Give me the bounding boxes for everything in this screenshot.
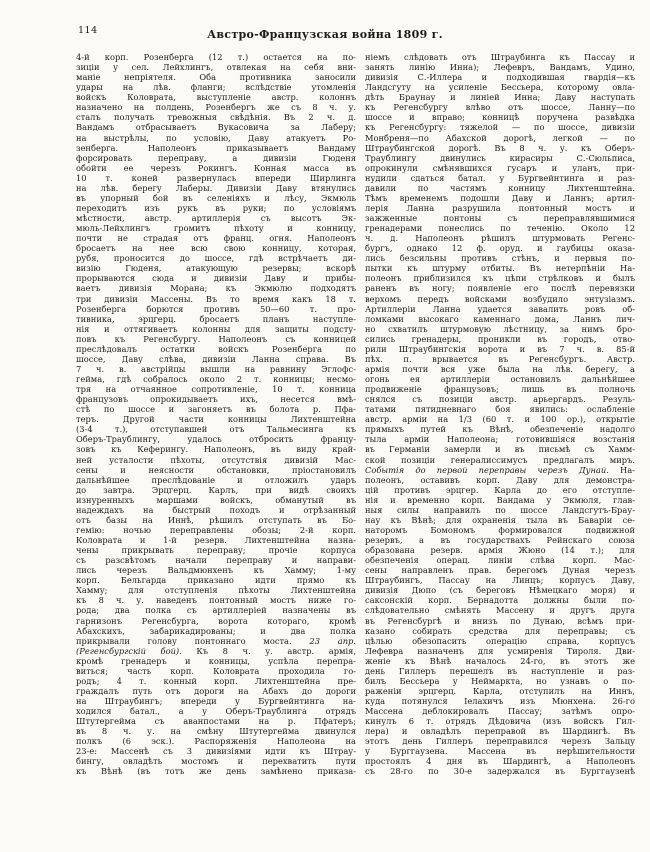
text-segment: бросаетъ на нее всю свою конницу, которая,	[76, 243, 356, 254]
text-segment: раженіи эрцгерц. Карла, отступилъ на Иннъ,	[365, 685, 635, 696]
text-segment: Розенберга борются противъ 50—60 т. про-	[76, 303, 356, 314]
text-segment: зиціи у сел. Лейхлингъ, отвлекая на себя вни-	[76, 62, 356, 73]
text-line	[365, 102, 635, 112]
page-title: Австро-Французская война 1809 г.	[207, 28, 443, 41]
italic-text-segment: Событія до первой переправы черезъ Дунай.	[365, 464, 609, 475]
text-line	[365, 314, 635, 324]
text-line	[76, 414, 356, 424]
text-line	[76, 535, 356, 545]
text-line	[76, 565, 356, 575]
text-line	[76, 384, 356, 394]
text-line	[76, 163, 356, 173]
text-line	[76, 263, 356, 273]
text-columns	[76, 52, 635, 777]
text-line	[365, 595, 635, 605]
text-segment: раненъ въ ногу; появленіе его послѣ перевязки	[365, 283, 635, 294]
text-line	[365, 163, 635, 173]
text-line	[365, 505, 635, 515]
text-line	[365, 253, 635, 263]
text-line	[76, 72, 356, 82]
text-segment: отъ базы на Иннѣ, рѣшилъ отступать въ Бо-	[76, 514, 356, 525]
text-line	[365, 535, 635, 545]
text-segment: нія и временно корп. Вандама у Экмюля, глав-	[365, 494, 635, 505]
text-segment: теръ. Другой части конницы Лихтенштейна	[76, 414, 356, 425]
text-segment: Штутергейма съ аванпостами на р. Пфатеръ;	[76, 716, 356, 727]
text-segment: полкъ (6 эск.). Распоряженія Наполеона на	[76, 736, 356, 747]
text-line	[76, 505, 356, 515]
text-line	[76, 314, 356, 324]
text-segment: прорываются сюда и дивизіи Даву и прибы-	[76, 273, 356, 284]
text-line	[76, 716, 356, 726]
text-segment: лера) и овладѣлъ переправой въ Шардингѣ. Въ	[365, 726, 635, 737]
text-segment: кромѣ гренадеръ и конницы, успѣла перепра-	[76, 655, 356, 666]
text-segment: удары на лѣв. фланги; вслѣдствіе утомленія	[76, 82, 356, 93]
text-line	[365, 485, 635, 495]
text-line	[365, 495, 635, 505]
text-segment: къ Вѣнѣ (въ тотъ же день замѣнено приказа-	[76, 766, 356, 777]
text-line	[365, 626, 635, 636]
text-line	[365, 616, 635, 626]
text-line	[365, 112, 635, 122]
text-line	[365, 324, 635, 334]
text-segment: шоссе, Даву слѣва, дивизіи Ланна справа. Въ	[76, 353, 356, 364]
text-line	[365, 72, 635, 82]
text-line	[365, 696, 635, 706]
text-segment: надеждахъ на быстрый походъ и отрѣзанный	[76, 504, 356, 515]
text-line	[365, 656, 635, 666]
text-segment: тря на отчаянное сопротивленіе, 10 т. конница	[76, 384, 356, 395]
text-segment: Тѣмъ временемъ подошли Даву и Ланнъ; артил-	[365, 192, 635, 203]
text-segment: три дивизіи Массены. Въ то время какъ 18 т.	[76, 293, 356, 304]
text-segment: къ Регенсбургу: тяжелой — по шоссе, дивизіи	[365, 122, 635, 133]
text-line	[76, 485, 356, 495]
text-segment: повъ къ Регенсбургу. Наполеонъ съ конницей	[76, 333, 356, 344]
text-line	[365, 646, 635, 656]
text-line	[76, 585, 356, 595]
text-line	[365, 233, 635, 243]
text-line	[76, 253, 356, 263]
text-segment: ніемъ слѣдовать отъ Штраубинга къ Пассау и	[365, 52, 635, 62]
text-segment: саксонскій корп. Бернадотта должны были по-	[365, 595, 635, 606]
text-segment: ныя силы направилъ по шоссе Ландсгутъ-Брау-	[365, 504, 635, 515]
text-line	[76, 636, 356, 646]
text-segment: до завтра. Эрцгерц. Карлъ, при видѣ своихъ	[76, 484, 356, 495]
text-line	[365, 666, 635, 676]
text-line	[76, 153, 356, 163]
text-line	[365, 465, 635, 475]
text-line	[365, 716, 635, 726]
text-segment: давили по частямъ конницу Лихтенштейна.	[365, 182, 635, 193]
text-segment: стѣ по шоссе и загоняетъ въ болота р. Пфа-	[76, 404, 356, 415]
text-segment: татами пятидневнаго боя явились: ослабленіе	[365, 404, 635, 415]
text-segment: сталъ получать тревожныя свѣдѣнія. Въ 2 ч. д.	[76, 112, 356, 123]
text-line	[76, 233, 356, 243]
left-column	[76, 52, 356, 777]
text-line	[365, 444, 635, 454]
text-line	[365, 294, 635, 304]
text-segment: прикрывали голову понтоннаго моста.	[76, 635, 310, 646]
text-segment: тыла арміи Наполеона; готовившіяся возстанія	[365, 434, 635, 445]
text-line	[76, 354, 356, 364]
text-segment: дивизія Дюпо (съ береговъ Нѣмецкаго моря) и	[365, 585, 635, 596]
text-line	[76, 112, 356, 122]
text-line	[76, 545, 356, 555]
text-line	[365, 394, 635, 404]
text-segment: въ упорный бой въ селеніяхъ и лѣсу, Экмюль	[76, 192, 356, 203]
text-segment: преслѣдовалъ остатки войскъ Розенберга по	[76, 343, 356, 354]
text-segment: верхомъ передъ войсками возбудило энтузіазмъ.	[365, 293, 635, 304]
text-segment: французовъ опрокидываетъ ихъ, несется вмѣ-	[76, 394, 356, 405]
text-segment: родъ; 4 т. конный корп. Лихтенштейна пре-	[76, 675, 356, 686]
text-line	[76, 686, 356, 696]
text-line	[365, 404, 635, 414]
text-line	[76, 666, 356, 676]
text-line	[365, 384, 635, 394]
right-column	[365, 52, 635, 777]
text-line	[365, 424, 635, 434]
text-line	[76, 626, 356, 636]
text-segment: Монбреня—по Абахской дорогѣ, легкой — по	[365, 132, 635, 143]
text-segment: виться; часть корп. Коловрата проходила го-	[76, 665, 356, 676]
text-line	[365, 455, 635, 465]
text-segment: чены прикрывать переправу; прочіе корпуса	[76, 545, 356, 556]
text-segment: гренадерами понеслись по теченію. Около 12	[365, 223, 635, 234]
text-line	[76, 575, 356, 585]
text-segment: корп. Бельгарда приказано идти прямо къ	[76, 575, 356, 586]
text-segment: резервъ, а въ государствахъ Рейнскаго союза	[365, 535, 635, 545]
text-segment: австр. арміи на 1/3 (60 т. и 100 ор.), открытіе	[365, 414, 635, 425]
text-segment: билъ Бессьера у Неймаркта, но узнавъ о по-	[365, 675, 635, 686]
text-segment: Вандамъ отбрасываетъ Вукасовича за Лаберу;	[76, 122, 356, 133]
text-line	[76, 394, 356, 404]
text-line	[365, 334, 635, 344]
text-segment: съ 28-го по 30-е задержался въ Бурггаузенѣ	[365, 766, 635, 777]
text-line	[365, 223, 635, 233]
text-segment: Массена деблокировалъ Пассау; затѣмъ опро-	[365, 706, 635, 717]
text-line	[76, 746, 356, 756]
text-segment: простоялъ 4 дня въ Шардингѣ, а Наполеонъ	[365, 756, 635, 767]
text-line	[76, 193, 356, 203]
text-segment: дѣть Браунау и линіей Инна; Даву наступать	[365, 92, 635, 103]
text-segment: 10 т. коней развернулась впереди Ширлинга	[76, 172, 356, 183]
text-line	[365, 62, 635, 72]
text-segment: пытки къ штурму отбиты. Въ нетерпѣніи На-	[365, 263, 635, 274]
text-line	[76, 243, 356, 253]
text-line	[365, 364, 635, 374]
text-segment: назначено на полдень, Розенбергъ же съ 8 ч. у.	[76, 102, 356, 113]
text-segment: день Гиллеръ перешелъ въ наступленіе и раз-	[365, 665, 635, 676]
text-line	[365, 414, 635, 424]
text-line	[365, 585, 635, 595]
text-line	[76, 616, 356, 626]
text-segment: Штраубингской дорогѣ. Въ 8 ч. у. къ Оберъ-	[365, 142, 635, 153]
text-line	[365, 746, 635, 756]
text-line	[365, 263, 635, 273]
text-line	[365, 605, 635, 615]
text-segment: гарнизонъ Регенсбурга, ворота котораго, кромѣ	[76, 615, 356, 626]
text-segment: ходился батал., а у Оберъ-Траублинга отрядъ	[76, 706, 356, 717]
text-segment: женіе къ Вѣнѣ началось 24-го, въ этотъ же	[365, 655, 635, 666]
text-segment: сены и неясности обстановки, пріостановилъ	[76, 464, 356, 475]
text-line	[76, 183, 356, 193]
text-segment: граждалъ путь отъ дороги на Абахъ до дороги	[76, 685, 356, 696]
text-line	[365, 706, 635, 716]
text-line	[365, 52, 635, 62]
text-segment: Оберъ-Траублингу, удалось отбросить францу-	[76, 434, 356, 445]
text-line	[365, 555, 635, 565]
text-segment: гемію: ночью переправлены обозы; 2-й корп.	[76, 524, 356, 535]
text-line	[365, 173, 635, 183]
text-line	[76, 273, 356, 283]
text-segment: у Бурггаузена. Массена въ нерѣшительности	[365, 746, 635, 757]
text-segment: Ландсгуту на усиленіе Бессьера, которому овла-	[365, 82, 635, 93]
text-line	[76, 283, 356, 293]
text-segment: опрокинули смѣнявшихся гусаръ и уланъ, при-	[365, 162, 635, 173]
text-line	[76, 676, 356, 686]
text-segment: тивника, эрцгерц. бросаетъ планъ наступле-	[76, 313, 356, 324]
text-segment: обойти ее черезъ Рокингъ. Конная масса въ	[76, 162, 356, 173]
text-segment: лерія Ланна разрушила понтонный мостъ и	[365, 202, 635, 213]
text-segment: маніе непріятеля. Оба противника заносили	[76, 72, 356, 83]
text-segment: ской позиціи генералиссимусъ предлагалъ миръ.	[365, 454, 635, 465]
text-segment: Хамму; для отступленія пѣхоты Лихтенштейна	[76, 585, 356, 596]
text-segment: ней усталости пѣхоты, отсутствія дивизій Мас-	[76, 454, 356, 465]
text-line	[365, 122, 635, 132]
text-segment: зовъ къ Кеферингу. Наполеонъ, въ виду край-	[76, 444, 356, 455]
text-segment: Абахскихъ, забарикадированы; и два полка	[76, 625, 356, 636]
text-line	[76, 133, 356, 143]
text-segment: почти не страдая отъ франц. огня. Наполеонъ	[76, 233, 356, 244]
text-segment: на Штраубингъ; впереди у Бургвейнтинга на-	[76, 696, 356, 706]
text-segment: На-	[608, 464, 635, 475]
text-line	[76, 726, 356, 736]
text-line	[365, 133, 635, 143]
text-segment: къ 8 ч. у. наведенъ понтонный мостъ ниже го-	[76, 595, 356, 606]
text-segment: форсировать переправу, а дивизіи Гюденя	[76, 152, 356, 163]
text-segment: на выстрѣлы, по условію, Даву атакуетъ Ро-	[76, 132, 356, 143]
text-segment: переходитъ изъ рукъ въ руки; по условіямъ	[76, 202, 356, 213]
text-segment: полеонъ приблизился къ цѣпи стрѣлковъ и былъ	[365, 273, 635, 284]
text-line	[76, 102, 356, 112]
text-segment: рода; два полка съ артиллеріей назначены въ	[76, 605, 356, 616]
text-line	[76, 515, 356, 525]
text-segment: куда потянулся Іелахичъ изъ Мюнхена. 26-го	[365, 696, 635, 706]
text-segment: къ Регенсбургу влѣво отъ шоссе, Ланну—по	[365, 102, 635, 113]
text-segment: этотъ день Гиллеръ переправился черезъ Зальцу	[365, 736, 635, 747]
text-line	[365, 82, 635, 92]
text-segment: но схватилъ штурмовую лѣстницу, за нимъ бро-	[365, 323, 635, 334]
text-segment: войскъ Коловрата, выступленіе австр. колоннъ	[76, 92, 356, 103]
text-segment: (3-4 т.), отступавшей отъ Тальмесинга къ	[76, 424, 356, 435]
text-segment: лись безсильны противъ стѣнъ, и первыя по-	[365, 253, 635, 264]
text-line	[365, 565, 635, 575]
text-segment: зажженные понтоны съ переправлявшимися	[365, 213, 635, 223]
text-segment: изнуренныхъ маршами войскъ, обманутый въ	[76, 494, 356, 505]
text-line	[76, 213, 356, 223]
text-line	[76, 455, 356, 465]
text-line	[365, 726, 635, 736]
text-line	[365, 283, 635, 293]
text-line	[365, 304, 635, 314]
text-line	[76, 706, 356, 716]
text-segment: рили Штраубингскія ворота и въ 7 ч. в. 85-й	[365, 343, 635, 354]
text-segment: образована резерв. армія Жюно (14 т.); для	[365, 545, 635, 556]
text-line	[76, 475, 356, 485]
text-line	[76, 223, 356, 233]
text-segment: 4-й корп. Розенберга (12 т.) остается на по-	[76, 52, 356, 62]
text-line	[76, 605, 356, 615]
text-segment: зенберга. Наполеонъ приказываетъ Вандаму	[76, 142, 356, 153]
text-line	[76, 203, 356, 213]
text-line	[76, 92, 356, 102]
text-line	[76, 404, 356, 414]
text-segment: дивизія С.-Иллера и подходившая гвардія—къ	[365, 72, 635, 83]
text-line	[365, 92, 635, 102]
text-line	[76, 756, 356, 766]
text-segment: ваетъ дивизія Морана; къ Экмюлю подходятъ	[76, 283, 356, 294]
text-line	[365, 344, 635, 354]
text-segment: дальнѣйшее преслѣдованіе и отложилъ ударъ	[76, 474, 356, 485]
text-segment: пѣх. п. врывается въ Регенсбургъ. Австр.	[365, 353, 635, 364]
text-segment: продвиженіе французовъ; лишь въ полночь	[365, 384, 635, 395]
text-line	[76, 344, 356, 354]
text-line	[76, 173, 356, 183]
text-line	[365, 143, 635, 153]
text-line	[76, 766, 356, 776]
text-line	[365, 525, 635, 535]
page-number: 114	[78, 25, 98, 36]
text-line	[365, 193, 635, 203]
text-line	[76, 294, 356, 304]
text-line	[365, 183, 635, 193]
text-segment: кинулъ 6 т. отрядъ Дѣдовича (изъ войскъ Гил-	[365, 716, 635, 727]
text-line	[76, 364, 356, 374]
text-segment: сились гренадеры, проникли въ городъ, отво-	[365, 333, 635, 344]
text-segment: полеонъ, оставивъ корп. Даву для демонстра-	[365, 474, 635, 485]
text-line	[365, 475, 635, 485]
text-segment: въ 8 ч. у. на смѣну Штутергейма двинулся	[76, 726, 356, 737]
text-line	[76, 304, 356, 314]
text-segment: 7 ч. в. австрійцы вышли на равнину Эглофс-	[76, 363, 356, 374]
text-line	[365, 213, 635, 223]
text-line	[365, 354, 635, 364]
text-line	[365, 545, 635, 555]
text-line	[76, 52, 356, 62]
text-line	[76, 656, 356, 666]
text-line	[76, 444, 356, 454]
text-segment: Траублингу двинулись кирасиры С.-Сюльписа,	[365, 152, 635, 163]
text-segment: ломками высокаго каменнаго дома, Ланнъ лич-	[365, 313, 635, 324]
text-segment: армія почти вся уже была на лѣв. берегу, а	[365, 363, 635, 374]
text-line	[76, 595, 356, 605]
text-line	[76, 736, 356, 746]
text-line	[365, 636, 635, 646]
text-line	[76, 555, 356, 565]
text-line	[76, 324, 356, 334]
text-segment: цій противъ эрцгер. Карла до его отступле-	[365, 484, 635, 495]
text-segment: Лефевра назначенъ для усмиренія Тироля. Дви-	[365, 645, 635, 656]
text-segment: слѣдовательно смѣнять Массену и другъ друга	[365, 605, 635, 616]
italic-text-segment: (Регенсбургскій бой).	[76, 645, 182, 656]
text-segment: въ Регенсбургѣ и внизъ по Дунаю, всѣмъ при-	[365, 615, 635, 626]
text-line	[365, 153, 635, 163]
text-segment: на лѣв. берегу Лаберы. Дивизіи Даву втянулись	[76, 182, 356, 193]
text-line	[76, 495, 356, 505]
text-segment: мѣстности, австр. артиллерія съ высотъ Эк-	[76, 213, 356, 223]
text-segment: Артиллеріи Ланна удается завалить ровъ об-	[365, 303, 635, 314]
text-segment: цѣлью обезопасить операцію справа, корпусъ	[365, 635, 635, 646]
text-segment: Къ 8 ч. у. австр. армія,	[181, 645, 356, 656]
text-line	[76, 143, 356, 153]
text-line	[365, 273, 635, 283]
text-segment: нія и оттягиваетъ колонны для защиты подсту-	[76, 323, 356, 334]
text-line	[76, 525, 356, 535]
text-line	[76, 465, 356, 475]
text-line	[365, 515, 635, 525]
text-segment: нудили сдаться батал. у Бургвейнтинга и раз-	[365, 172, 635, 183]
text-segment: прямыхъ путей къ Вѣнѣ, обезпеченіе надолго	[365, 424, 635, 435]
text-line	[76, 424, 356, 434]
italic-text-segment: 23 апр.	[309, 635, 356, 646]
text-segment: Коловрата и 1-й резерв. Лихтенштейна назна-	[76, 535, 356, 545]
text-segment: въ Германіи замерли и въ письмѣ съ Хамм-	[365, 444, 635, 455]
text-segment: казано собирать средства для переправы; съ	[365, 625, 635, 636]
text-segment: огонь ея артиллеріи остановилъ дальнѣйшее	[365, 374, 635, 384]
text-line	[365, 686, 635, 696]
text-line	[365, 756, 635, 766]
text-segment: Штраубингъ, Пассау на Линцъ; корпусъ Даву,	[365, 575, 635, 586]
text-segment: мюль-Лейхлингъ громитъ пѣхоту и конницу,	[76, 223, 356, 234]
text-segment: рубя, проносится до шоссе, гдѣ встрѣчаетъ ди-	[76, 253, 356, 264]
text-segment: бингу, овладѣть мостомъ и перехватить пути	[76, 756, 356, 767]
text-segment: ч. д. Наполеонъ рѣшилъ штурмовать Регенс-	[365, 233, 635, 244]
text-line	[76, 334, 356, 344]
text-line	[365, 434, 635, 444]
text-line	[76, 374, 356, 384]
text-segment: сены направленъ прав. берегомъ Дуная черезъ	[365, 565, 635, 576]
text-line	[365, 766, 635, 776]
text-segment: лись черезъ Вальдмюнхенъ къ Хамму; 1-му	[76, 565, 356, 576]
text-line	[76, 646, 356, 656]
text-line	[76, 122, 356, 132]
text-line	[365, 203, 635, 213]
text-segment: визію Гюденя, атакующую резервы; вскорѣ	[76, 263, 356, 274]
text-segment: гейма, гдѣ собралось около 2 т. конницы; несмо-	[76, 374, 356, 384]
text-line	[76, 62, 356, 72]
text-segment: занять линію Инна); Лефевръ, Вандамъ, Удино,	[365, 62, 635, 73]
text-line	[365, 374, 635, 384]
text-line	[365, 575, 635, 585]
text-line	[365, 676, 635, 686]
text-segment: наторомъ Бомономъ формировался подвижной	[365, 524, 635, 535]
text-segment: 23-е: Массенѣ съ 3 дивизіями идти къ Штрау-	[76, 746, 356, 757]
text-segment: бургъ, однако 12 ф. оруд. и гаубицы оказа-	[365, 243, 635, 254]
text-line	[76, 696, 356, 706]
text-line	[365, 736, 635, 746]
text-segment: шоссе и вправо; конницѣ поручена развѣдка	[365, 112, 635, 123]
text-segment: снялся съ позиціи австр. арьергардъ. Резуль-	[365, 394, 635, 405]
text-segment: обезпеченія операц. линіи слѣва корп. Мас-	[365, 555, 635, 566]
text-line	[365, 243, 635, 253]
text-line	[76, 434, 356, 444]
text-segment: нау къ Вѣнѣ; для охраненія тыла въ Баваріи се-	[365, 514, 635, 525]
text-segment: съ разсвѣтомъ начали переправу и направи-	[76, 555, 356, 566]
text-line	[76, 82, 356, 92]
